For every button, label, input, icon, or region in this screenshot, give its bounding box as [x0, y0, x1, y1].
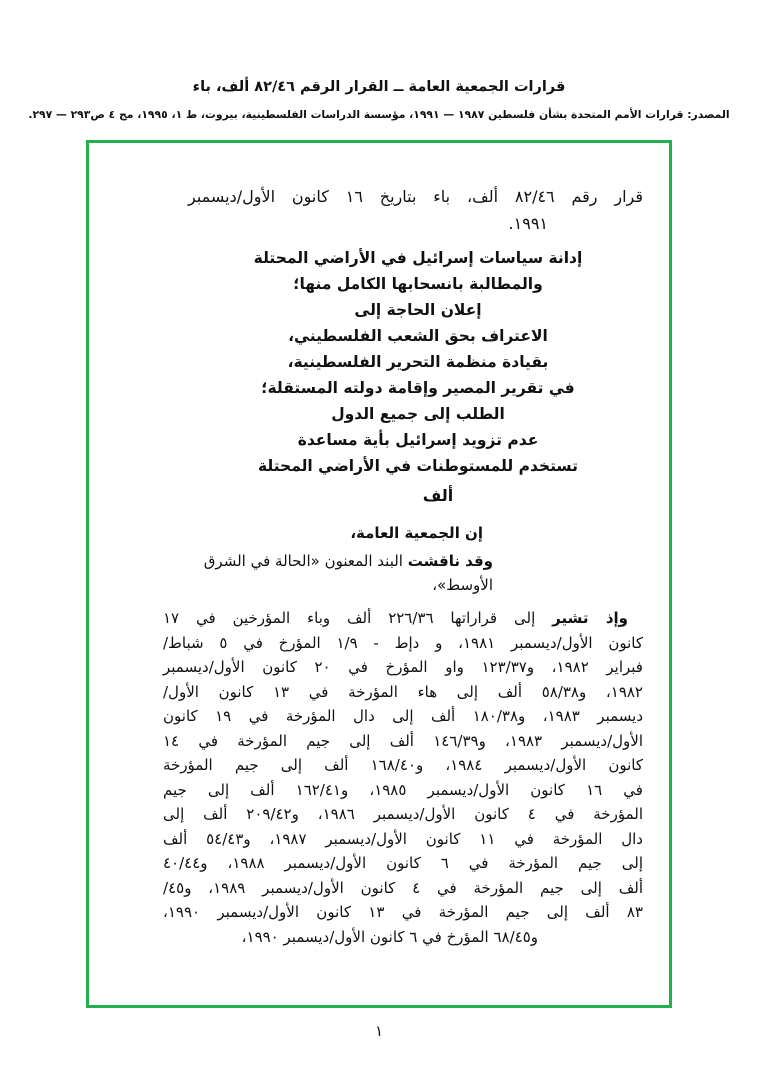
paragraph-line: الأول/ديسمبر ١٩٨٣، و١٤٦/٣٩ ألف إلى جيم المؤرخة في ١٤	[163, 731, 643, 750]
summary-line: الطلب إلى جميع الدول	[331, 405, 505, 423]
summary-line: إدانة سياسات إسرائيل في الأراضي المحتلة	[253, 249, 583, 267]
paragraph-line: ديسمبر ١٩٨٣، و١٨٠/٣٨ ألف إلى دال المؤرخة في ١٩ كانون	[163, 707, 644, 725]
summary-line: بقيادة منظمة التحرير الفلسطينية،	[287, 353, 549, 371]
section-heading-alef: ألف	[422, 486, 454, 505]
paragraph-line-text: إلى قراراتها ٢٢٦/٣٦ ألف وباء المؤرخين في ١٧	[163, 609, 553, 627]
summary-line: عدم تزويد إسرائيل بأية مساعدة	[297, 431, 539, 449]
preamble-considered-lead: وقد ناقشت	[407, 552, 493, 570]
preamble-intro: إن الجمعية العامة،	[350, 524, 483, 542]
paragraph-line: كانون الأول/ديسمبر ١٩٨٤، و١٦٨/٤٠ ألف إلى جيم المؤرخة	[163, 756, 643, 774]
paragraph-line: إلى جيم المؤرخة في ٦ كانون الأول/ديسمبر ١٩٨٨، و٤٠/٤٤	[163, 854, 643, 872]
summary-line: في تقرير المصير وإقامة دولته المستقلة؛	[261, 379, 575, 397]
paragraph-line: ١٩٨٢، و٥٨/٣٨ ألف إلى هاء المؤرخة في ١٣ كانون الأول/	[163, 682, 643, 701]
paragraph-line: في ١٦ كانون الأول/ديسمبر ١٩٨٥، و١٦٢/٤١ ألف إلى جيم	[163, 780, 643, 799]
paragraph-line: ألف إلى جيم المؤرخة في ٤ كانون الأول/ديسمبر ١٩٨٩، و٤٥/	[163, 878, 643, 897]
resolution-summary	[178, 245, 658, 479]
paragraph-line: ٨٣ ألف إلى جيم المؤرخة في ١٣ كانون الأول/ديسمبر ١٩٩٠،	[163, 903, 643, 921]
summary-line: تستخدم للمستوطنات في الأراضي المحتلة	[258, 457, 578, 475]
resolution-title-line1: قرار رقم ٨٢/٤٦ ألف، باء بتاريخ ١٦ كانون الأول/ديسمبر	[188, 187, 644, 206]
recalls-lead: وإذ تشير	[552, 609, 628, 627]
paragraph-line	[163, 606, 643, 631]
document-body	[89, 183, 669, 1045]
document-source-line: المصدر: قرارات الأمم المتحدة بشأن فلسطين ١٩٨٧ — ١٩٩١، مؤسسة الدراسات الفلسطينية، بيروت، ط ١، ١٩٩٥، مج ٤ ص٢٩٣ — ٢٩٧.	[28, 108, 730, 121]
summary-line: الاعتراف بحق الشعب الفلسطيني،	[288, 327, 548, 345]
recalls-paragraph	[163, 606, 643, 949]
paragraph-line: كانون الأول/ديسمبر ١٩٨١، و دإط - ١/٩ المؤرخ في ٥ شباط/	[163, 633, 643, 652]
preamble-considered	[163, 549, 643, 597]
summary-line: والمطالبة بانسحابها الكامل منها؛	[293, 275, 543, 293]
document-frame	[86, 140, 672, 1008]
document-header-title: قرارات الجمعية العامة ــ القرار الرقم ٨٢/٤٦ ألف، باء	[192, 79, 566, 95]
paragraph-line: المؤرخة في ٤ كانون الأول/ديسمبر ١٩٨٦، و٢٠٩/٤٢ ألف إلى	[163, 805, 643, 823]
paragraph-line: و٦٨/٤٥ المؤرخ في ٦ كانون الأول/ديسمبر ١٩٩٠،	[241, 927, 538, 946]
paragraph-line: دال المؤرخة في ١١ كانون الأول/ديسمبر ١٩٨٧، و٥٤/٤٣ ألف	[163, 829, 643, 848]
paragraph-line: فبراير ١٩٨٢، و١٢٣/٣٧ واو المؤرخ في ٢٠ كانون الأول/ديسمبر	[163, 658, 643, 676]
resolution-title-line2: ١٩٩١.	[508, 214, 548, 233]
summary-line: إعلان الحاجة إلى	[354, 301, 482, 319]
resolution-title	[163, 183, 643, 237]
preamble-considered-rest: البند المعنون «الحالة في الشرق الأوسط»،	[203, 552, 493, 594]
page-number: ١	[374, 1022, 384, 1040]
